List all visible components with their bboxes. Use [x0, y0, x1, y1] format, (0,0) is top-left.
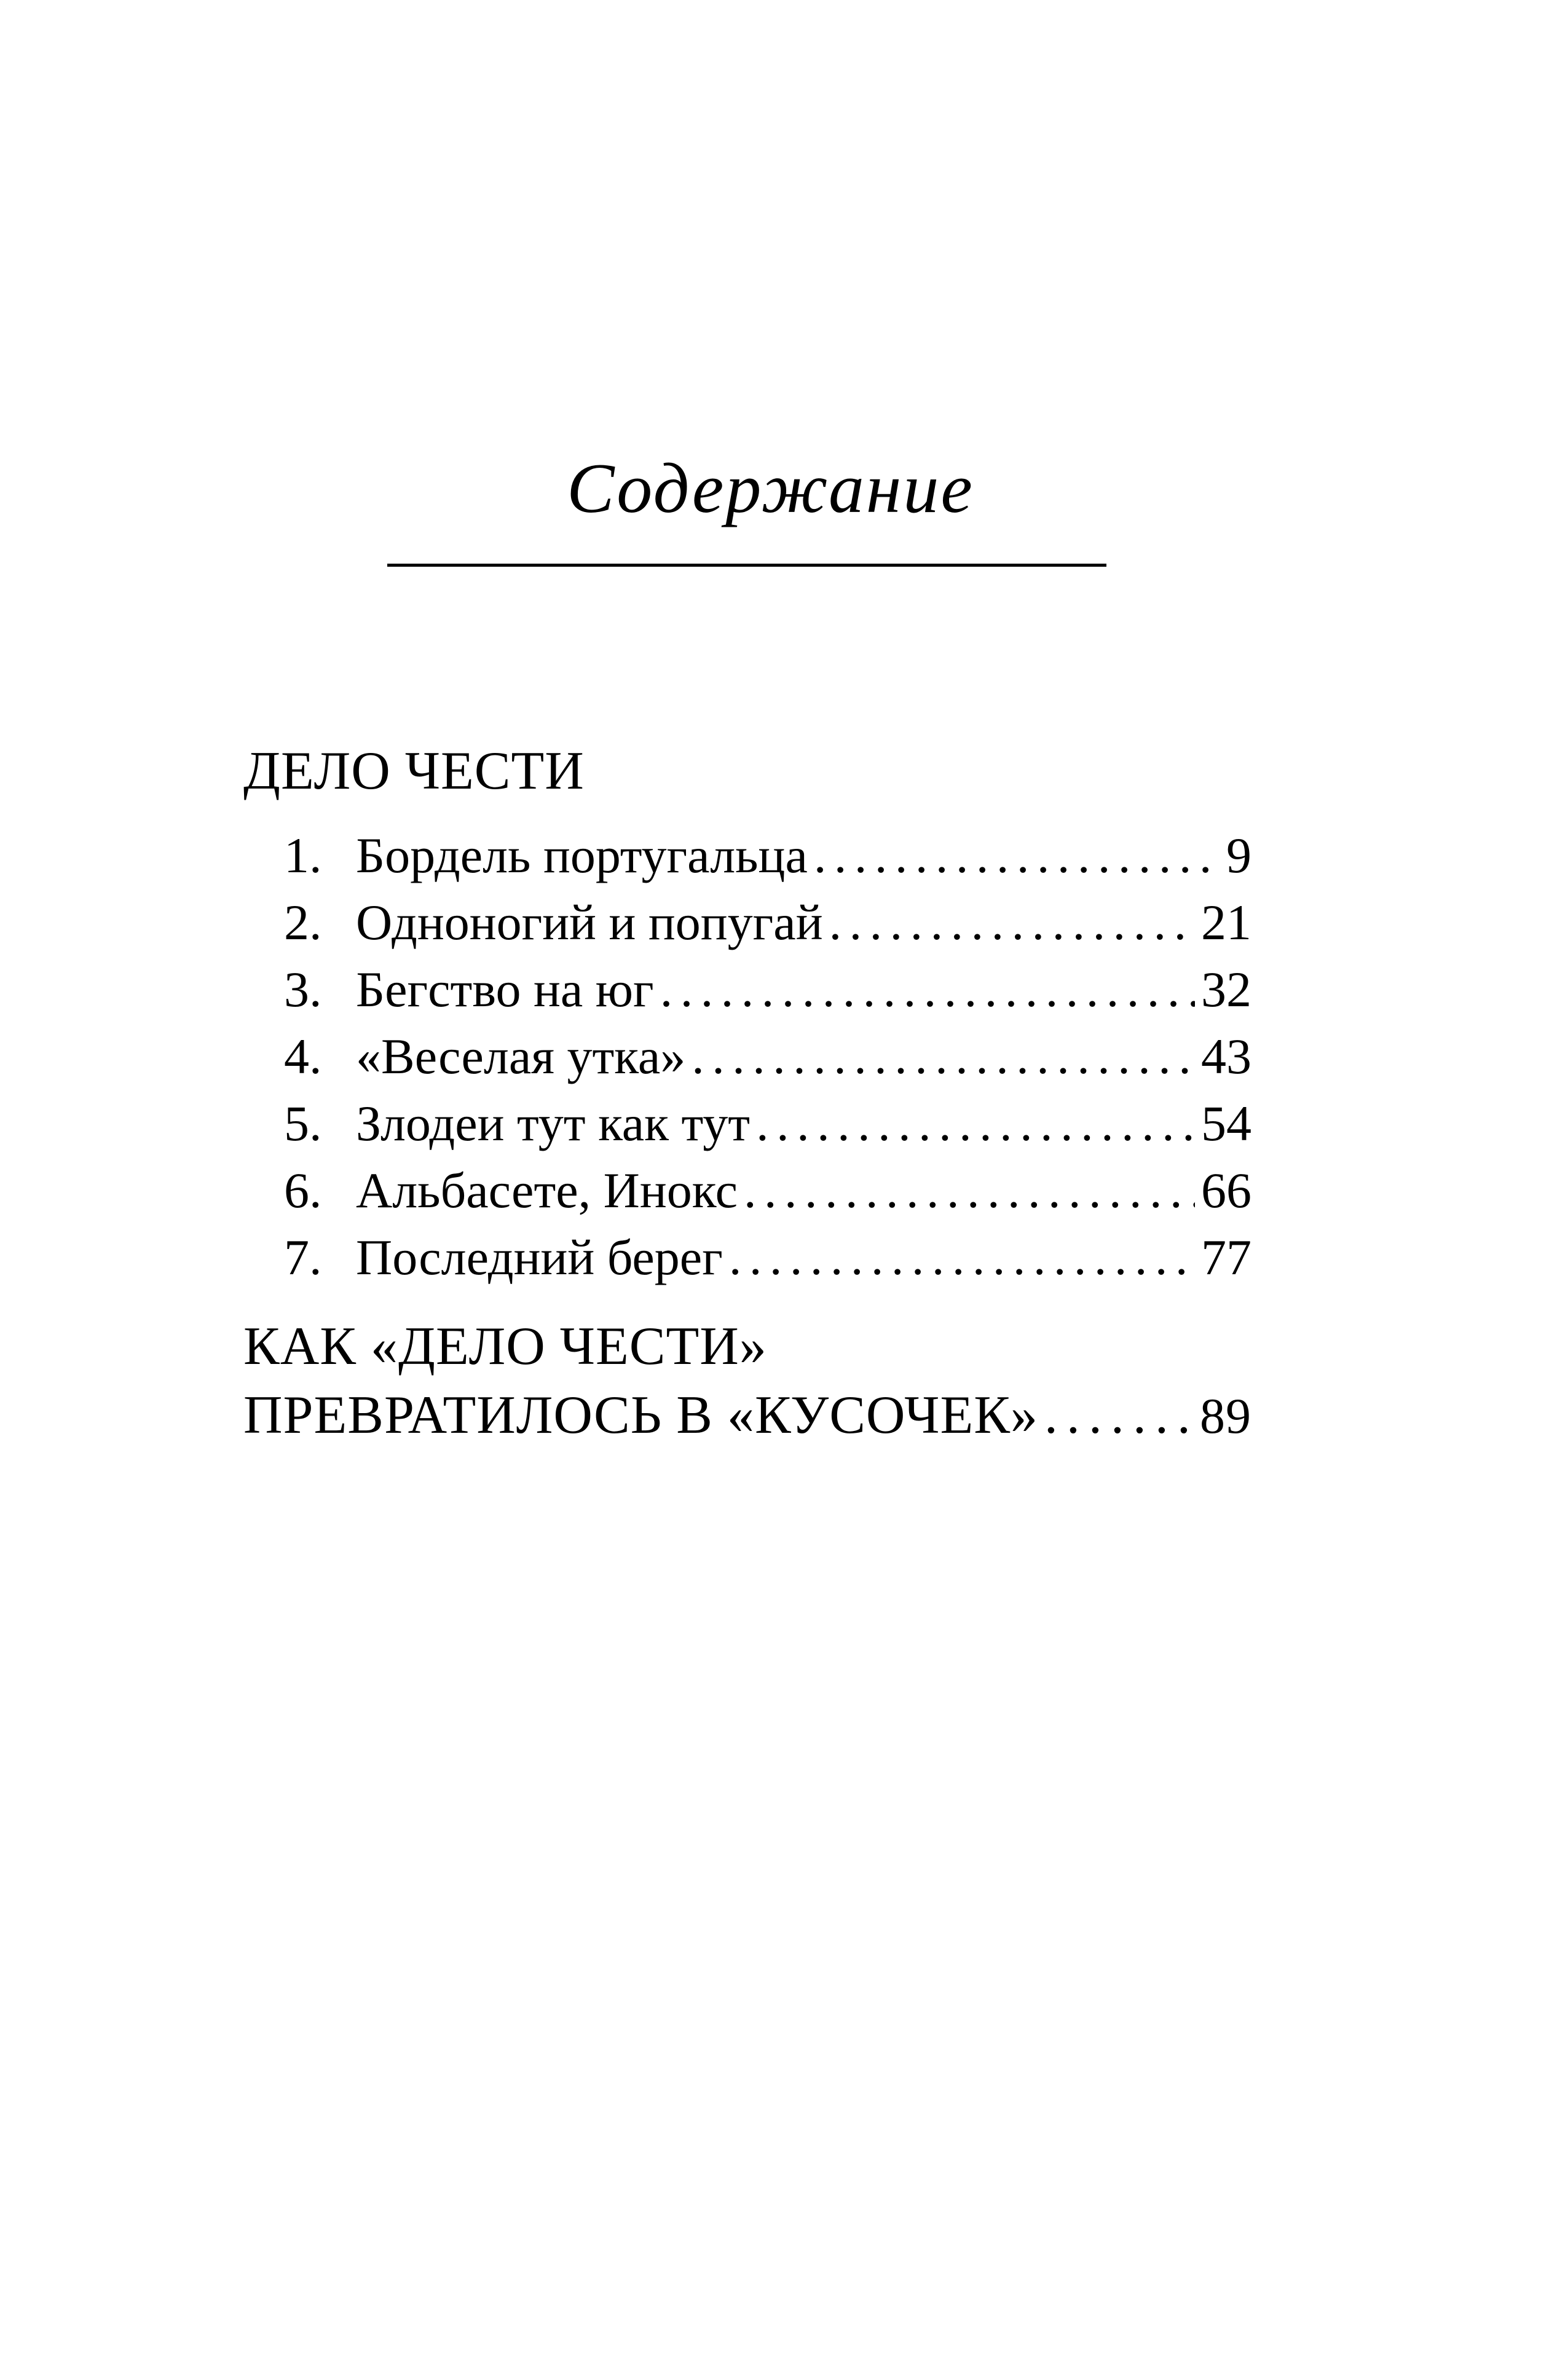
toc-entry-title: Злодеи тут как тут: [356, 1095, 751, 1151]
toc-entry-page: 21: [1201, 894, 1251, 950]
dot-leader: [738, 1157, 1195, 1224]
toc-entry[interactable]: [243, 956, 1251, 1023]
final-entry-page: 89: [1200, 1388, 1251, 1444]
dot-leader: [823, 889, 1195, 956]
final-toc-entry[interactable]: [243, 1312, 1251, 1451]
toc-list: [243, 822, 1251, 1291]
toc-entry-title: Бегство на юг: [356, 961, 654, 1017]
toc-entry-page: 32: [1201, 961, 1251, 1017]
dot-leader: [654, 956, 1195, 1023]
final-entry-title-line2: ПРЕВРАТИЛОСЬ В «КУСОЧЕК»: [243, 1385, 1038, 1445]
toc-entry-number: 7.: [284, 1229, 322, 1285]
toc-entry-title: Последний берег: [356, 1229, 723, 1285]
page-title: Содержание: [567, 449, 974, 528]
dot-leader: [808, 822, 1220, 889]
toc-entry-number: 6.: [284, 1162, 322, 1218]
dot-leader: [723, 1224, 1195, 1291]
toc-entry-page: 43: [1201, 1028, 1251, 1084]
toc-entry[interactable]: [243, 1090, 1251, 1157]
toc-entry-page: 77: [1201, 1229, 1251, 1285]
toc-entry-number: 5.: [284, 1095, 322, 1151]
toc-entry[interactable]: [243, 1224, 1251, 1291]
title-divider: [387, 564, 1106, 567]
toc-entry-page: 66: [1201, 1162, 1251, 1218]
dot-leader: [1038, 1381, 1194, 1450]
toc-entry-title: «Веселая утка»: [356, 1028, 686, 1084]
final-entry-line2: [243, 1381, 1251, 1451]
dot-leader: [750, 1090, 1195, 1157]
toc-entry-page: 9: [1226, 827, 1251, 883]
section-heading: ДЕЛО ЧЕСТИ: [243, 741, 585, 801]
toc-entry[interactable]: [243, 1157, 1251, 1224]
toc-entry-number: 1.: [284, 827, 322, 883]
toc-entry[interactable]: [243, 1023, 1251, 1090]
toc-entry-number: 2.: [284, 894, 322, 950]
toc-entry-page: 54: [1201, 1095, 1251, 1151]
toc-entry-number: 3.: [284, 961, 322, 1017]
final-entry-title-line1: КАК «ДЕЛО ЧЕСТИ»: [243, 1317, 767, 1376]
toc-entry-title: Альбасете, Инокс: [356, 1162, 738, 1218]
toc-entry[interactable]: [243, 889, 1251, 956]
toc-entry[interactable]: [243, 822, 1251, 889]
toc-entry-number: 4.: [284, 1028, 322, 1084]
dot-leader: [685, 1023, 1195, 1090]
toc-entry-title: Бордель португальца: [356, 827, 808, 883]
toc-entry-title: Одноногий и попугай: [356, 894, 823, 950]
